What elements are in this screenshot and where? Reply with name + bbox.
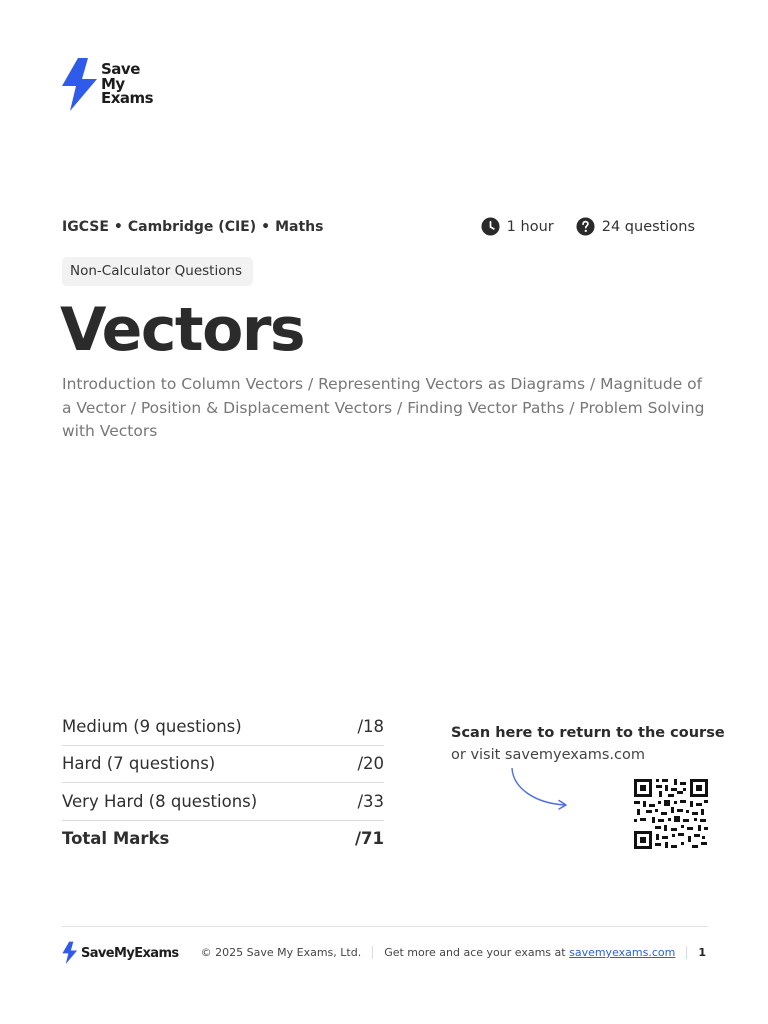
footer-logo [62,941,179,965]
duration-info [481,217,554,236]
course-breadcrumb: IGCSE • Cambridge (CIE) • Maths [62,219,324,235]
total-marks-label: Total Marks [62,829,170,849]
marks-row-value: /18 [357,716,384,736]
topic-list: Introduction to Column Vectors / Representing Vectors as Diagrams / Magnitude of a Vector / Position & Displacement Vectors / Finding Vector Paths / Problem Solving with Vectors [62,375,705,440]
question-count-info [576,217,695,236]
brand-logo [61,57,171,113]
lightning-bolt-icon [62,941,78,965]
footer-divider [62,926,708,927]
marks-row-medium [62,708,384,746]
qr-subtext: or visit savemyexams.com [451,747,645,763]
footer-info [201,946,706,959]
footer-separator [372,946,373,959]
exam-meta [481,217,695,236]
marks-row-label: Hard (7 questions) [62,754,216,774]
footer-separator [686,946,687,959]
marks-row-label: Very Hard (8 questions) [62,791,258,811]
copyright-text: © 2025 Save My Exams, Ltd. [200,946,362,959]
board-label: Cambridge (CIE) [127,219,257,235]
lightning-bolt-icon [61,57,99,113]
savemyexams-link[interactable]: savemyexams.com [569,946,676,959]
qr-heading: Scan here to return to the course [451,725,725,741]
marks-row-value: /20 [357,754,384,774]
qr-code[interactable] [634,779,708,849]
question-circle-icon [576,217,595,236]
marks-row-hard [62,746,384,784]
marks-row-very-hard [62,783,384,821]
duration-text: 1 hour [506,218,554,235]
page-number: 1 [698,946,706,959]
qr-instructions [451,722,725,766]
marks-row-total [62,821,384,858]
footer-cta: Get more and ace your exams at savemyexams.com [384,946,676,959]
curved-arrow-icon [505,765,575,815]
subject-label: Maths [275,219,324,235]
question-count-text: 24 questions [601,218,695,235]
marks-row-label: Medium (9 questions) [62,716,242,736]
question-type-tag: Non-Calculator Questions [62,257,253,286]
level-label: IGCSE [62,219,109,235]
page-title: Vectors [60,295,305,365]
logo-wordmark: Save My Exams [101,60,154,107]
clock-icon [481,217,500,236]
marks-table [62,708,384,857]
footer-wordmark: SaveMyExams [81,945,179,961]
marks-row-value: /33 [357,791,384,811]
total-marks-value: /71 [355,829,384,849]
